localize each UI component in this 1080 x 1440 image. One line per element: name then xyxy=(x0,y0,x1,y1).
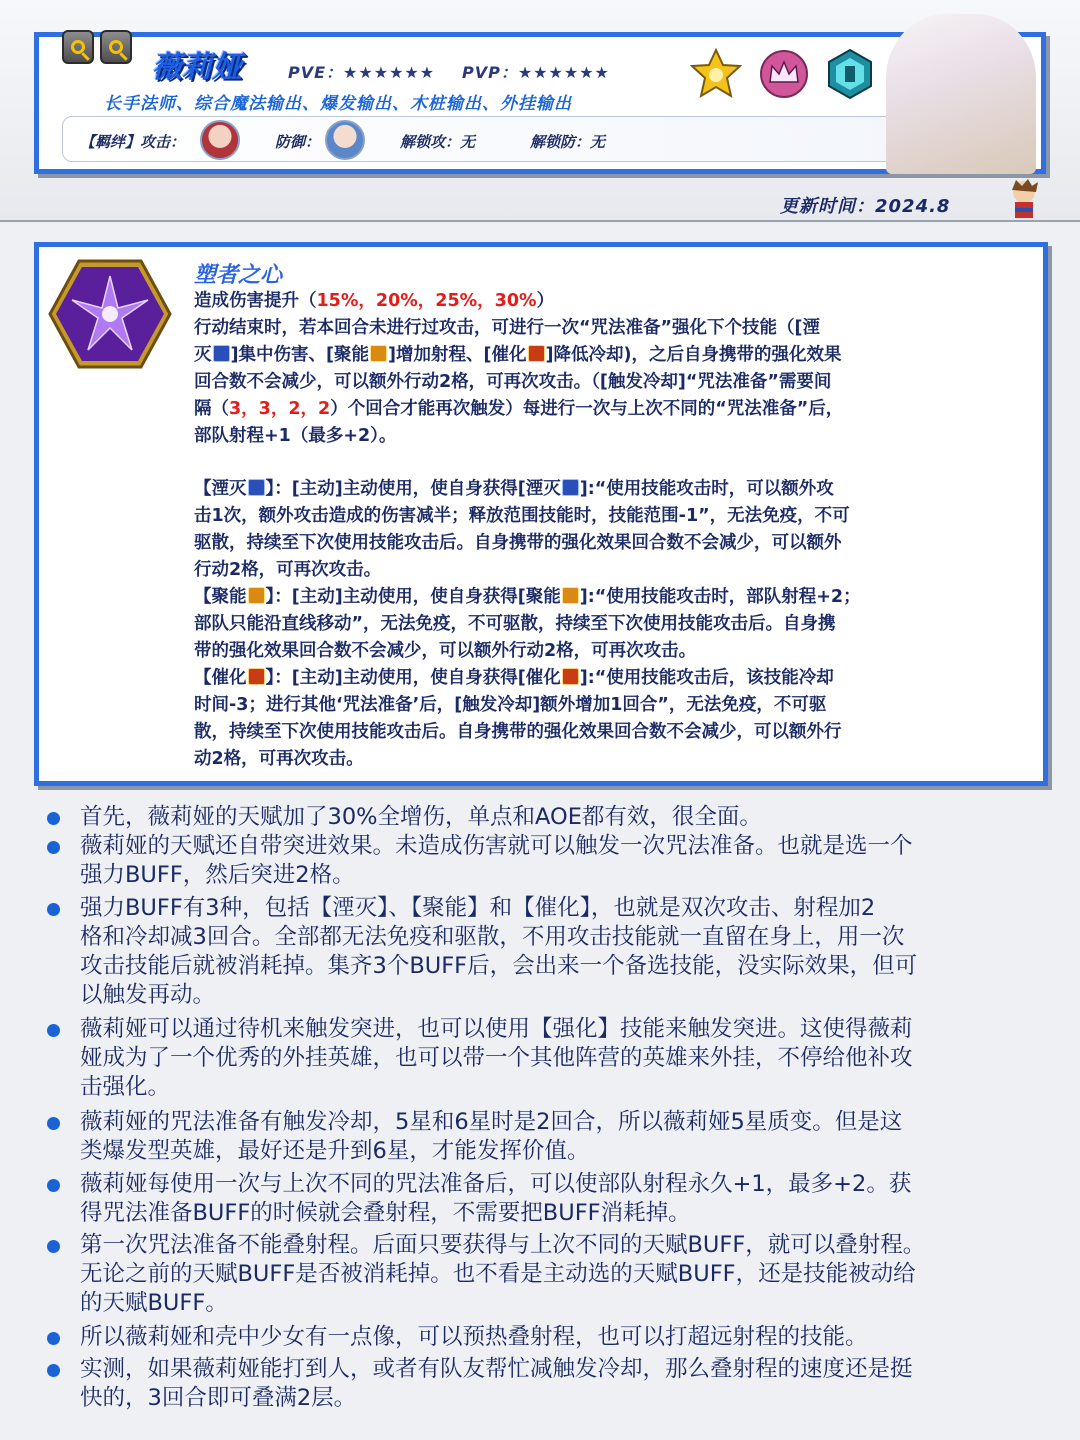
bullet-line: 快的，3回合即可叠满2层。 xyxy=(80,1385,357,1411)
skill-line: 隔（3，3，2，2）个回合才能再次触发）每进行一次与上次不同的“咒法准备”后， xyxy=(194,399,844,419)
bullet-line: 首先，薇莉娅的天赋加了30%全增伤，单点和AOE都有效，很全面。 xyxy=(80,804,762,830)
bullet-line: 薇莉娅可以通过待机来触发突进，也可以使用【强化】技能来触发突进。这使得薇莉 xyxy=(80,1016,913,1042)
skill-line: 部队只能沿直线移动”，无法免疫，不可驱散，持续至下次使用技能攻击后。自身携 xyxy=(194,614,836,634)
bullet-line: 强力BUFF，然后突进2格。 xyxy=(80,862,355,888)
bullet-dot xyxy=(47,1332,60,1345)
annihilate-icon xyxy=(562,479,579,496)
hero-name: 薇莉娅 xyxy=(152,50,242,85)
skill-line: 带的强化效果回合数不会减少，可以额外行动2格，可再次攻击。 xyxy=(194,641,697,661)
bullet-line: 击强化。 xyxy=(80,1074,171,1100)
bullet-dot xyxy=(47,903,60,916)
catalyze-icon xyxy=(562,668,579,685)
bullet-dot xyxy=(47,1117,60,1130)
search-icon[interactable] xyxy=(62,30,94,64)
hero-roles: 长手法师、综合魔法输出、爆发输出、木桩输出、外挂输出 xyxy=(104,94,572,114)
bullet-line: 所以薇莉娅和壳中少女有一点像，可以预热叠射程，也可以打超远射程的技能。 xyxy=(80,1324,868,1350)
bond-defense-avatar[interactable] xyxy=(325,120,365,160)
bullet-line: 薇莉娅的咒法准备有触发冷却，5星和6星时是2回合，所以薇莉娅5星质变。但是这 xyxy=(80,1109,903,1135)
bond-attack-label: 【羁绊】攻击： xyxy=(80,133,186,151)
bullet-dot xyxy=(47,1024,60,1037)
skill-line: 散，持续至下次使用技能攻击后。自身携带的强化效果回合数不会减少，可以额外行 xyxy=(194,722,842,742)
skill-line: 驱散，持续至下次使用技能攻击后。自身携带的强化效果回合数不会减少，可以额外 xyxy=(194,533,842,553)
pvp-rating: PVP：★★★★★★ xyxy=(462,63,610,82)
skill-line: 行动结束时，若本回合未进行过攻击，可进行一次“咒法准备”强化下个技能（[湮 xyxy=(194,318,820,338)
star-badge-icon xyxy=(690,48,742,100)
skill-line: 【催化 】：[主动]主动使用，使自身获得[催化 ]:“使用技能攻击后，该技能冷却 xyxy=(194,668,834,688)
bullet-line: 格和冷却减3回合。全部都无法免疫和驱散，不用攻击技能就一直留在身上，用一次 xyxy=(80,924,905,950)
skill-line: 行动2格，可再次攻击。 xyxy=(194,560,382,580)
unlock-attack-label: 解锁攻：无 xyxy=(400,133,476,151)
annihilate-icon xyxy=(213,345,230,362)
bullet-dot xyxy=(47,841,60,854)
hero-portrait xyxy=(886,14,1036,174)
bullet-line: 强力BUFF有3种，包括【湮灭】、【聚能】和【催化】，也就是双次攻击、射程加2 xyxy=(80,895,876,921)
skill-line: 击1次，额外攻击造成的伤害减半；释放范围技能时，技能范围-1”，无法免疫，不可 xyxy=(194,506,850,526)
skill-line: 回合数不会减少，可以额外行动2格，可再次攻击。（[触发冷却]“咒法准备”需要间 xyxy=(194,372,832,392)
bond-defense-label: 防御： xyxy=(275,133,321,151)
bullet-line: 实测，如果薇莉娅能打到人，或者有队友帮忙减触发冷却，那么叠射程的速度还是挺 xyxy=(80,1356,913,1382)
unlock-defense-label: 解锁防：无 xyxy=(530,133,606,151)
catalyze-icon xyxy=(528,345,545,362)
annihilate-icon xyxy=(248,479,265,496)
crystal-badge-icon xyxy=(824,48,876,100)
bullet-dot xyxy=(47,1179,60,1192)
bullet-line: 得咒法准备BUFF的时候就会叠射程，不需要把BUFF消耗掉。 xyxy=(80,1200,691,1226)
search-icon[interactable] xyxy=(100,30,132,64)
bullet-dot xyxy=(47,1364,60,1377)
bullet-line: 以触发再动。 xyxy=(80,982,216,1008)
skill-line: 造成伤害提升（15%，20%，25%，30%） xyxy=(194,291,555,311)
bullet-line: 类爆发型英雄，最好还是升到6星，才能发挥价值。 xyxy=(80,1138,590,1164)
bullet-line: 薇莉娅的天赋还自带突进效果。未造成伤害就可以触发一次咒法准备。也就是选一个 xyxy=(80,833,913,859)
bullet-dot xyxy=(47,812,60,825)
bond-attack-avatar[interactable] xyxy=(200,120,240,160)
update-time: 更新时间：2024.8 xyxy=(780,196,951,217)
focus-icon xyxy=(248,587,265,604)
focus-icon xyxy=(562,587,579,604)
catalyze-icon xyxy=(248,668,265,685)
skill-line: 【湮灭 】：[主动]主动使用，使自身获得[湮灭 ]:“使用技能攻击时，可以额外攻 xyxy=(194,479,834,499)
bullet-dot xyxy=(47,1240,60,1253)
bullet-line: 娅成为了一个优秀的外挂英雄，也可以带一个其他阵营的英雄来外挂，不停给他补攻 xyxy=(80,1045,913,1071)
pve-rating: PVE：★★★★★★ xyxy=(288,63,436,82)
bullet-line: 第一次咒法准备不能叠射程。后面只要获得与上次不同的天赋BUFF，就可以叠射程。 xyxy=(80,1232,926,1258)
skill-line: 动2格，可再次攻击。 xyxy=(194,749,364,769)
mascot-icon xyxy=(1006,178,1042,220)
skill-line: 【聚能 】：[主动]主动使用，使自身获得[聚能 ]:“使用技能攻击时，部队射程+2； xyxy=(194,587,861,607)
skill-line: 灭 ]集中伤害、[聚能 ]增加射程、[催化 ]降低冷却)，之后自身携带的强化效果 xyxy=(194,345,842,365)
crown-badge-icon xyxy=(758,48,810,100)
skill-title: 塑者之心 xyxy=(194,263,283,288)
skill-line: 时间-3；进行其他‘咒法准备’后，[触发冷却]额外增加1回合”，无法免疫，不可驱 xyxy=(194,695,827,715)
focus-icon xyxy=(370,345,387,362)
bullet-line: 的天赋BUFF。 xyxy=(80,1290,228,1316)
skill-icon xyxy=(48,258,172,370)
bullet-line: 无论之前的天赋BUFF是否被消耗掉。也不看是主动选的天赋BUFF，还是技能被动给 xyxy=(80,1261,916,1287)
bullet-line: 攻击技能后就被消耗掉。集齐3个BUFF后，会出来一个备选技能，没实际效果，但可 xyxy=(80,953,918,979)
bond-bar xyxy=(62,116,922,162)
bullet-line: 薇莉娅每使用一次与上次不同的咒法准备后，可以使部队射程永久+1，最多+2。获 xyxy=(80,1171,912,1197)
skill-line: 部队射程+1（最多+2）。 xyxy=(194,426,397,446)
